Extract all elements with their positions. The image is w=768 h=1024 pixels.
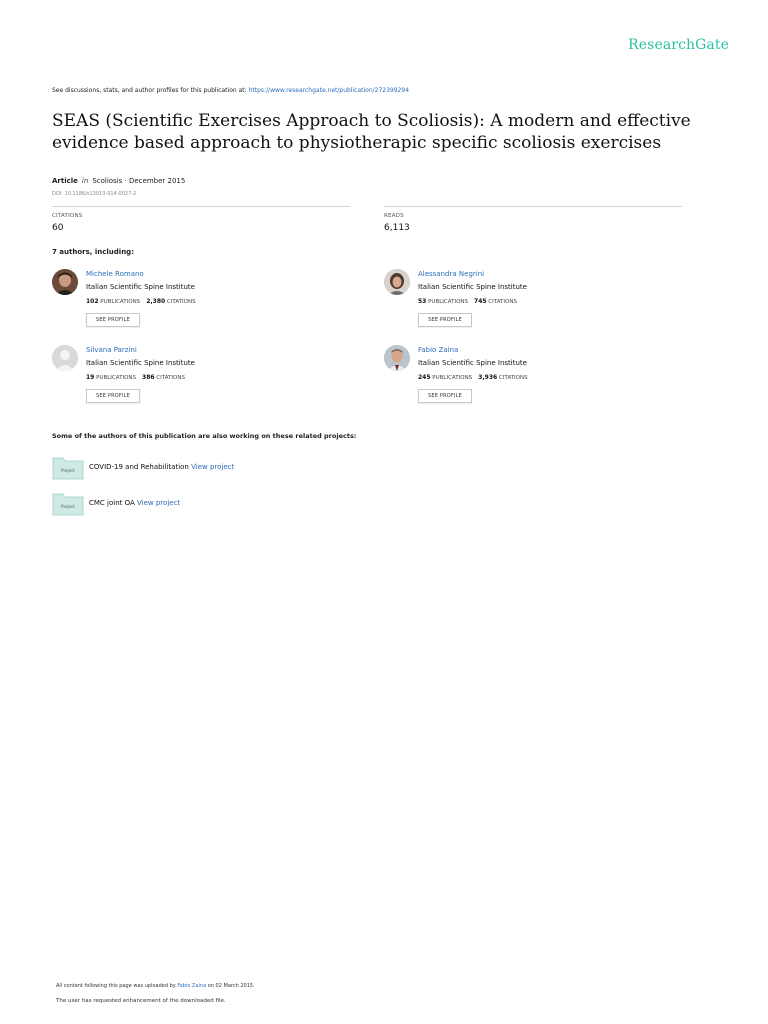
project-text <box>89 463 234 471</box>
citations-count: 3,936 <box>478 374 498 381</box>
upload-suffix: on 02 March 2015. <box>207 983 255 989</box>
publications-label: PUBLICATIONS <box>432 375 473 381</box>
reads-divider <box>384 206 682 207</box>
citations-label: CITATIONS <box>166 299 196 305</box>
view-project-link[interactable]: View project <box>191 463 235 471</box>
citations-label: CITATIONS <box>156 375 185 381</box>
author-name-link[interactable]: Fabio Zaina <box>418 346 459 354</box>
citations-label: CITATIONS <box>488 299 517 305</box>
reads-value: 6,113 <box>384 223 410 233</box>
author-stats <box>418 374 528 381</box>
view-project-link[interactable]: View project <box>137 499 181 507</box>
project-folder-icon <box>52 492 84 516</box>
publications-label: PUBLICATIONS <box>428 299 469 305</box>
project-folder-label: Project <box>61 468 75 473</box>
project-folder-icon <box>52 456 84 480</box>
author-card <box>52 345 362 415</box>
author-card <box>384 269 694 339</box>
author-institution[interactable]: Italian Scientific Spine Institute <box>86 283 195 291</box>
article-kind: Article <box>52 177 78 185</box>
article-meta <box>52 177 185 185</box>
citations-label: CITATIONS <box>52 213 83 219</box>
article-doi: DOI: 10.1186/s13013-014-0027-2 <box>52 191 137 197</box>
researchgate-logo[interactable]: ResearchGate <box>628 37 729 53</box>
see-profile-button[interactable]: SEE PROFILE <box>86 389 140 403</box>
project-text <box>89 499 180 507</box>
author-card <box>384 345 694 415</box>
article-title: SEAS (Scientific Exercises Approach to Scoliosis): A modern and effective evidence based approach to physiotherapic specific scoliosis exercises <box>52 111 691 153</box>
publication-url-link[interactable]: https://www.researchgate.net/publication/272399294 <box>248 87 410 94</box>
see-profile-button[interactable]: SEE PROFILE <box>418 313 472 327</box>
author-name-link[interactable]: Alessandra Negrini <box>418 270 485 278</box>
see-profile-button[interactable]: SEE PROFILE <box>418 389 472 403</box>
avatar[interactable] <box>52 345 78 371</box>
project-title: COVID-19 and Rehabilitation <box>89 463 189 471</box>
author-stats <box>86 374 185 381</box>
discussion-prefix: See discussions, stats, and author profiles for this publication at: <box>52 87 247 94</box>
author-institution[interactable]: Italian Scientific Spine Institute <box>418 283 527 291</box>
upload-prefix: All content following this page was uploaded by <box>56 983 176 989</box>
see-profile-button[interactable]: SEE PROFILE <box>86 313 140 327</box>
publications-count: 245 <box>418 374 431 381</box>
publications-label: PUBLICATIONS <box>100 299 141 305</box>
citations-value: 60 <box>52 223 64 233</box>
avatar[interactable] <box>384 345 410 371</box>
author-institution[interactable]: Italian Scientific Spine Institute <box>418 359 527 367</box>
enhancement-note: The user has requested enhancement of the downloaded file. <box>56 998 226 1004</box>
publications-count: 53 <box>418 298 427 305</box>
citations-divider <box>52 206 350 207</box>
project-title: CMC joint OA <box>89 499 135 507</box>
avatar[interactable] <box>52 269 78 295</box>
project-folder-label: Project <box>61 504 75 509</box>
publications-count: 102 <box>86 298 99 305</box>
reads-label: READS <box>384 213 404 219</box>
upload-note <box>56 983 255 989</box>
article-in-label: in <box>81 177 89 185</box>
citations-count: 2,380 <box>146 298 166 305</box>
author-name-link[interactable]: Michele Romano <box>86 270 144 278</box>
projects-heading: Some of the authors of this publication are also working on these related projects: <box>52 432 357 440</box>
author-card <box>52 269 362 339</box>
journal-date[interactable]: Scoliosis · December 2015 <box>92 177 186 185</box>
authors-heading: 7 authors, including: <box>52 248 134 256</box>
citations-count: 386 <box>142 374 155 381</box>
author-stats <box>418 298 517 305</box>
publications-count: 19 <box>86 374 95 381</box>
author-stats <box>86 298 196 305</box>
citations-count: 745 <box>474 298 487 305</box>
avatar[interactable] <box>384 269 410 295</box>
discussion-line <box>52 87 409 94</box>
author-institution[interactable]: Italian Scientific Spine Institute <box>86 359 195 367</box>
author-name-link[interactable]: Silvana Parzini <box>86 346 137 354</box>
citations-label: CITATIONS <box>498 375 528 381</box>
publications-label: PUBLICATIONS <box>96 375 137 381</box>
uploader-link[interactable]: Fabio Zaina <box>177 983 207 989</box>
